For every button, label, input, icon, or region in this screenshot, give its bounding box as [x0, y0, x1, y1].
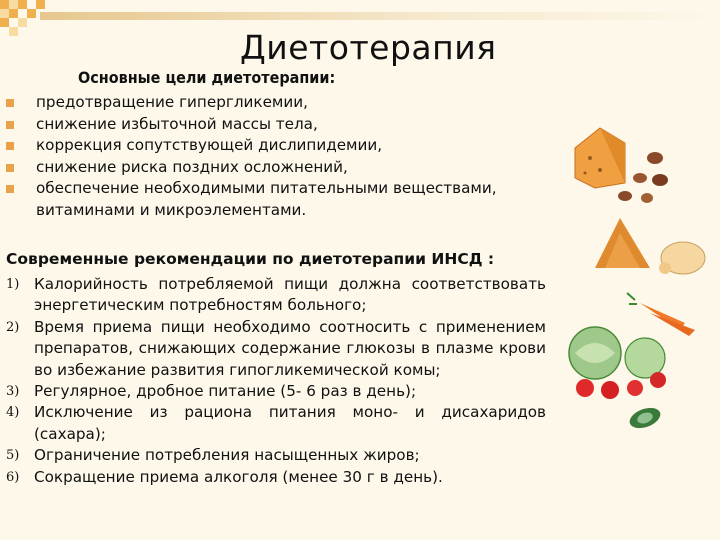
recommendation-text: Регулярное, дробное питание (5- 6 раз в день); — [34, 382, 417, 401]
goal-text: снижение риска поздних осложнений, — [36, 157, 348, 176]
list-item — [6, 381, 546, 402]
bread-icon — [575, 128, 625, 188]
recommendation-text: Время приема пищи необходимо соотносить с применением препаратов, снижающих содержание глюкозы в плазме крови во избежание развития гипогликемической комы; — [34, 317, 546, 379]
page-title: Диетотерапия — [240, 28, 497, 67]
carrot-icon — [627, 293, 695, 336]
chicken-icon — [659, 242, 705, 274]
item-number: 5) — [6, 448, 20, 464]
bullet-icon — [6, 185, 14, 193]
bullet-icon — [6, 99, 14, 107]
cucumber-icon — [627, 404, 663, 432]
cabbage-icon — [569, 327, 665, 379]
food-illustration — [555, 118, 715, 438]
item-number: 4) — [6, 405, 20, 421]
grain-icon — [595, 218, 650, 268]
item-number: 1) — [6, 277, 20, 292]
list-item — [6, 467, 546, 488]
bullet-icon — [6, 142, 14, 150]
goal-text: снижение избыточной массы тела, — [36, 114, 318, 133]
list-item — [6, 178, 526, 221]
recommendation-text: Ограничение потребления насыщенных жиров; — [34, 446, 420, 465]
list-item — [6, 445, 546, 466]
top-bar — [40, 12, 720, 20]
item-number: 3) — [6, 384, 20, 400]
item-number: 6) — [6, 469, 20, 485]
goal-text: предотвращение гипергликемии, — [36, 93, 308, 111]
list-item — [6, 317, 546, 381]
bullet-icon — [6, 164, 14, 172]
list-item — [6, 92, 526, 114]
goals-subtitle: Основные цели диетотерапии: — [78, 68, 336, 87]
recommendation-text: Калорийность потребляемой пищи должна соответствовать энергетическим потребностям больного; — [34, 275, 546, 315]
list-item — [6, 114, 526, 136]
recommendation-text: Сокращение приема алкоголя (менее 30 г в день). — [34, 467, 443, 486]
list-item — [6, 402, 546, 445]
list-item — [6, 135, 526, 157]
bullet-icon — [6, 121, 14, 129]
goal-text: коррекция сопутствующей дислипидемии, — [36, 136, 383, 155]
item-number: 2) — [6, 319, 20, 335]
recommendation-text: Исключение из рациона питания моно- и дисахаридов (сахара); — [34, 403, 546, 443]
goal-text: обеспечение необходимыми питательными веществами, витаминами и микроэлементами. — [36, 179, 497, 219]
recommendations-list — [6, 274, 546, 488]
list-item — [6, 274, 546, 317]
recommendations-heading: Современные рекомендации по диетотерапии ИНСД : — [6, 250, 495, 268]
list-item — [6, 157, 526, 179]
goals-list — [6, 92, 526, 222]
